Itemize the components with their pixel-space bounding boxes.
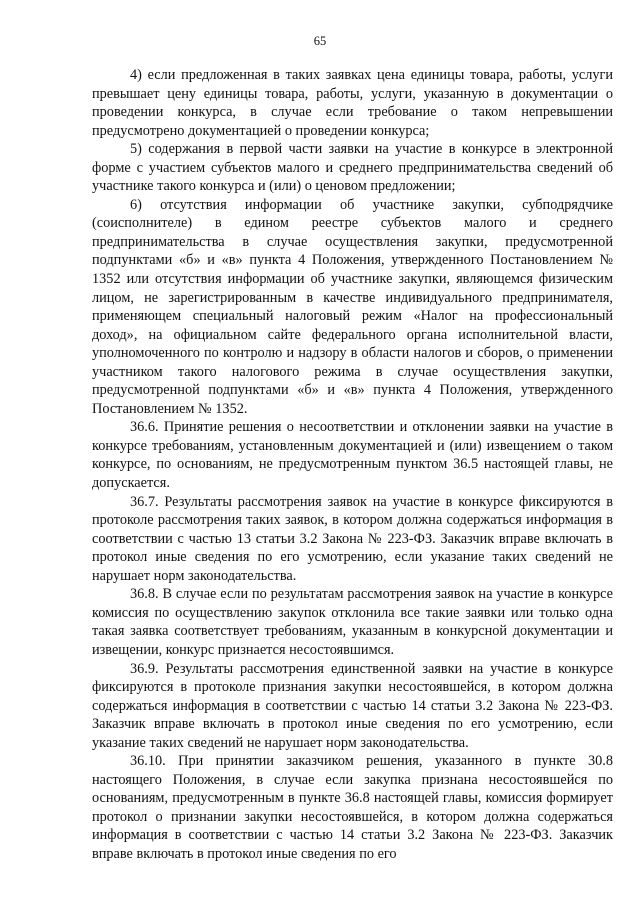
paragraph-item-5: 5) содержания в первой части заявки на участие в конкурсе в электронной форме с участием субъектов малого и среднего предпринимательства сведений об участнике такого конкурса и (или) о ценовом предложении; [92, 141, 613, 195]
paragraph-36-7: 36.7. Результаты рассмотрения заявок на участие в конкурсе фиксируются в протоколе рассмотрения таких заявок, в котором должна содержаться информация в соответствии с частью 13 статьи 3.2 Закона № 223-ФЗ. Заказчик вправе включать в протокол иные сведения по его усмотрению, если указание таких сведений не нарушает норм законодательства. [92, 493, 613, 584]
page-number: 65 [313, 34, 327, 48]
paragraph-36-10: 36.10. При принятии заказчиком решения, указанного в пункте 30.8 настоящего Положения, в случае если закупка признана несостоявшейся по основаниям, предусмотренным в пункте 36.8 настоящей главы, комиссия формирует протокол о признании закупки несостоявшейся, в котором должна содержаться информация в соответствии с частью 14 статьи 3.2 Закона № 223-ФЗ. Заказчик вправе включать в протокол иные сведения по его [92, 753, 613, 862]
document-body [92, 66, 613, 864]
paragraph-item-4: 4) если предложенная в таких заявках цена единицы товара, работы, услуги превышает цену единицы товара, работы, услуги, указанную в документации о проведении конкурса, в случае если требование о таком непревышении предусмотрено документацией о проведении конкурса; [92, 67, 613, 139]
paragraph-36-8: 36.8. В случае если по результатам рассмотрения заявок на участие в конкурсе комиссия по осуществлению закупок отклонила все такие заявки или только одна такая заявка соответствует требованиям, указанным в конкурсной документации и извещении, конкурс признается несостоявшимся. [92, 586, 613, 658]
paragraph-36-9: 36.9. Результаты рассмотрения единственной заявки на участие в конкурсе фиксируются в протоколе признания закупки несостоявшейся, в котором должна содержаться информация в соответствии с частью 14 статьи 3.2 Закона № 223-ФЗ. Заказчик вправе включать в протокол иные сведения по его усмотрению, если указание таких сведений не нарушает норм законодательства. [92, 660, 613, 751]
paragraph-36-6: 36.6. Принятие решения о несоответствии и отклонении заявки на участие в конкурсе требованиям, установленным документацией и (или) извещением о таком конкурсе, по основаниям, не предусмотренным пунктом 36.5 настоящей главы, не допускается. [92, 419, 613, 492]
paragraph-item-6: 6) отсутствия информации об участнике закупки, субподрядчике (соисполнителе) в едином реестре субъектов малого и среднего предпринимательства в случае осуществления закупки, предусмотренной подпунктами «б» и «в» пункта 4 Положения, утвержденного Постановлением № 1352 или отсутствия информации об участнике закупки, являющемся физическим лицом, не зарегистрированным в качестве индивидуального предпринимателя, применяющем специальный налоговый режим «Налог на профессиональный доход», на официальном сайте федерального органа исполнительной власти, уполномоченного по контролю и надзору в области налогов и сборов, о применении участником такого налогового режима в случае осуществления закупки, предусмотренной подпунктами «б» и «в» пункта 4 Положения, утвержденного Постановлением № 1352. [92, 196, 613, 417]
